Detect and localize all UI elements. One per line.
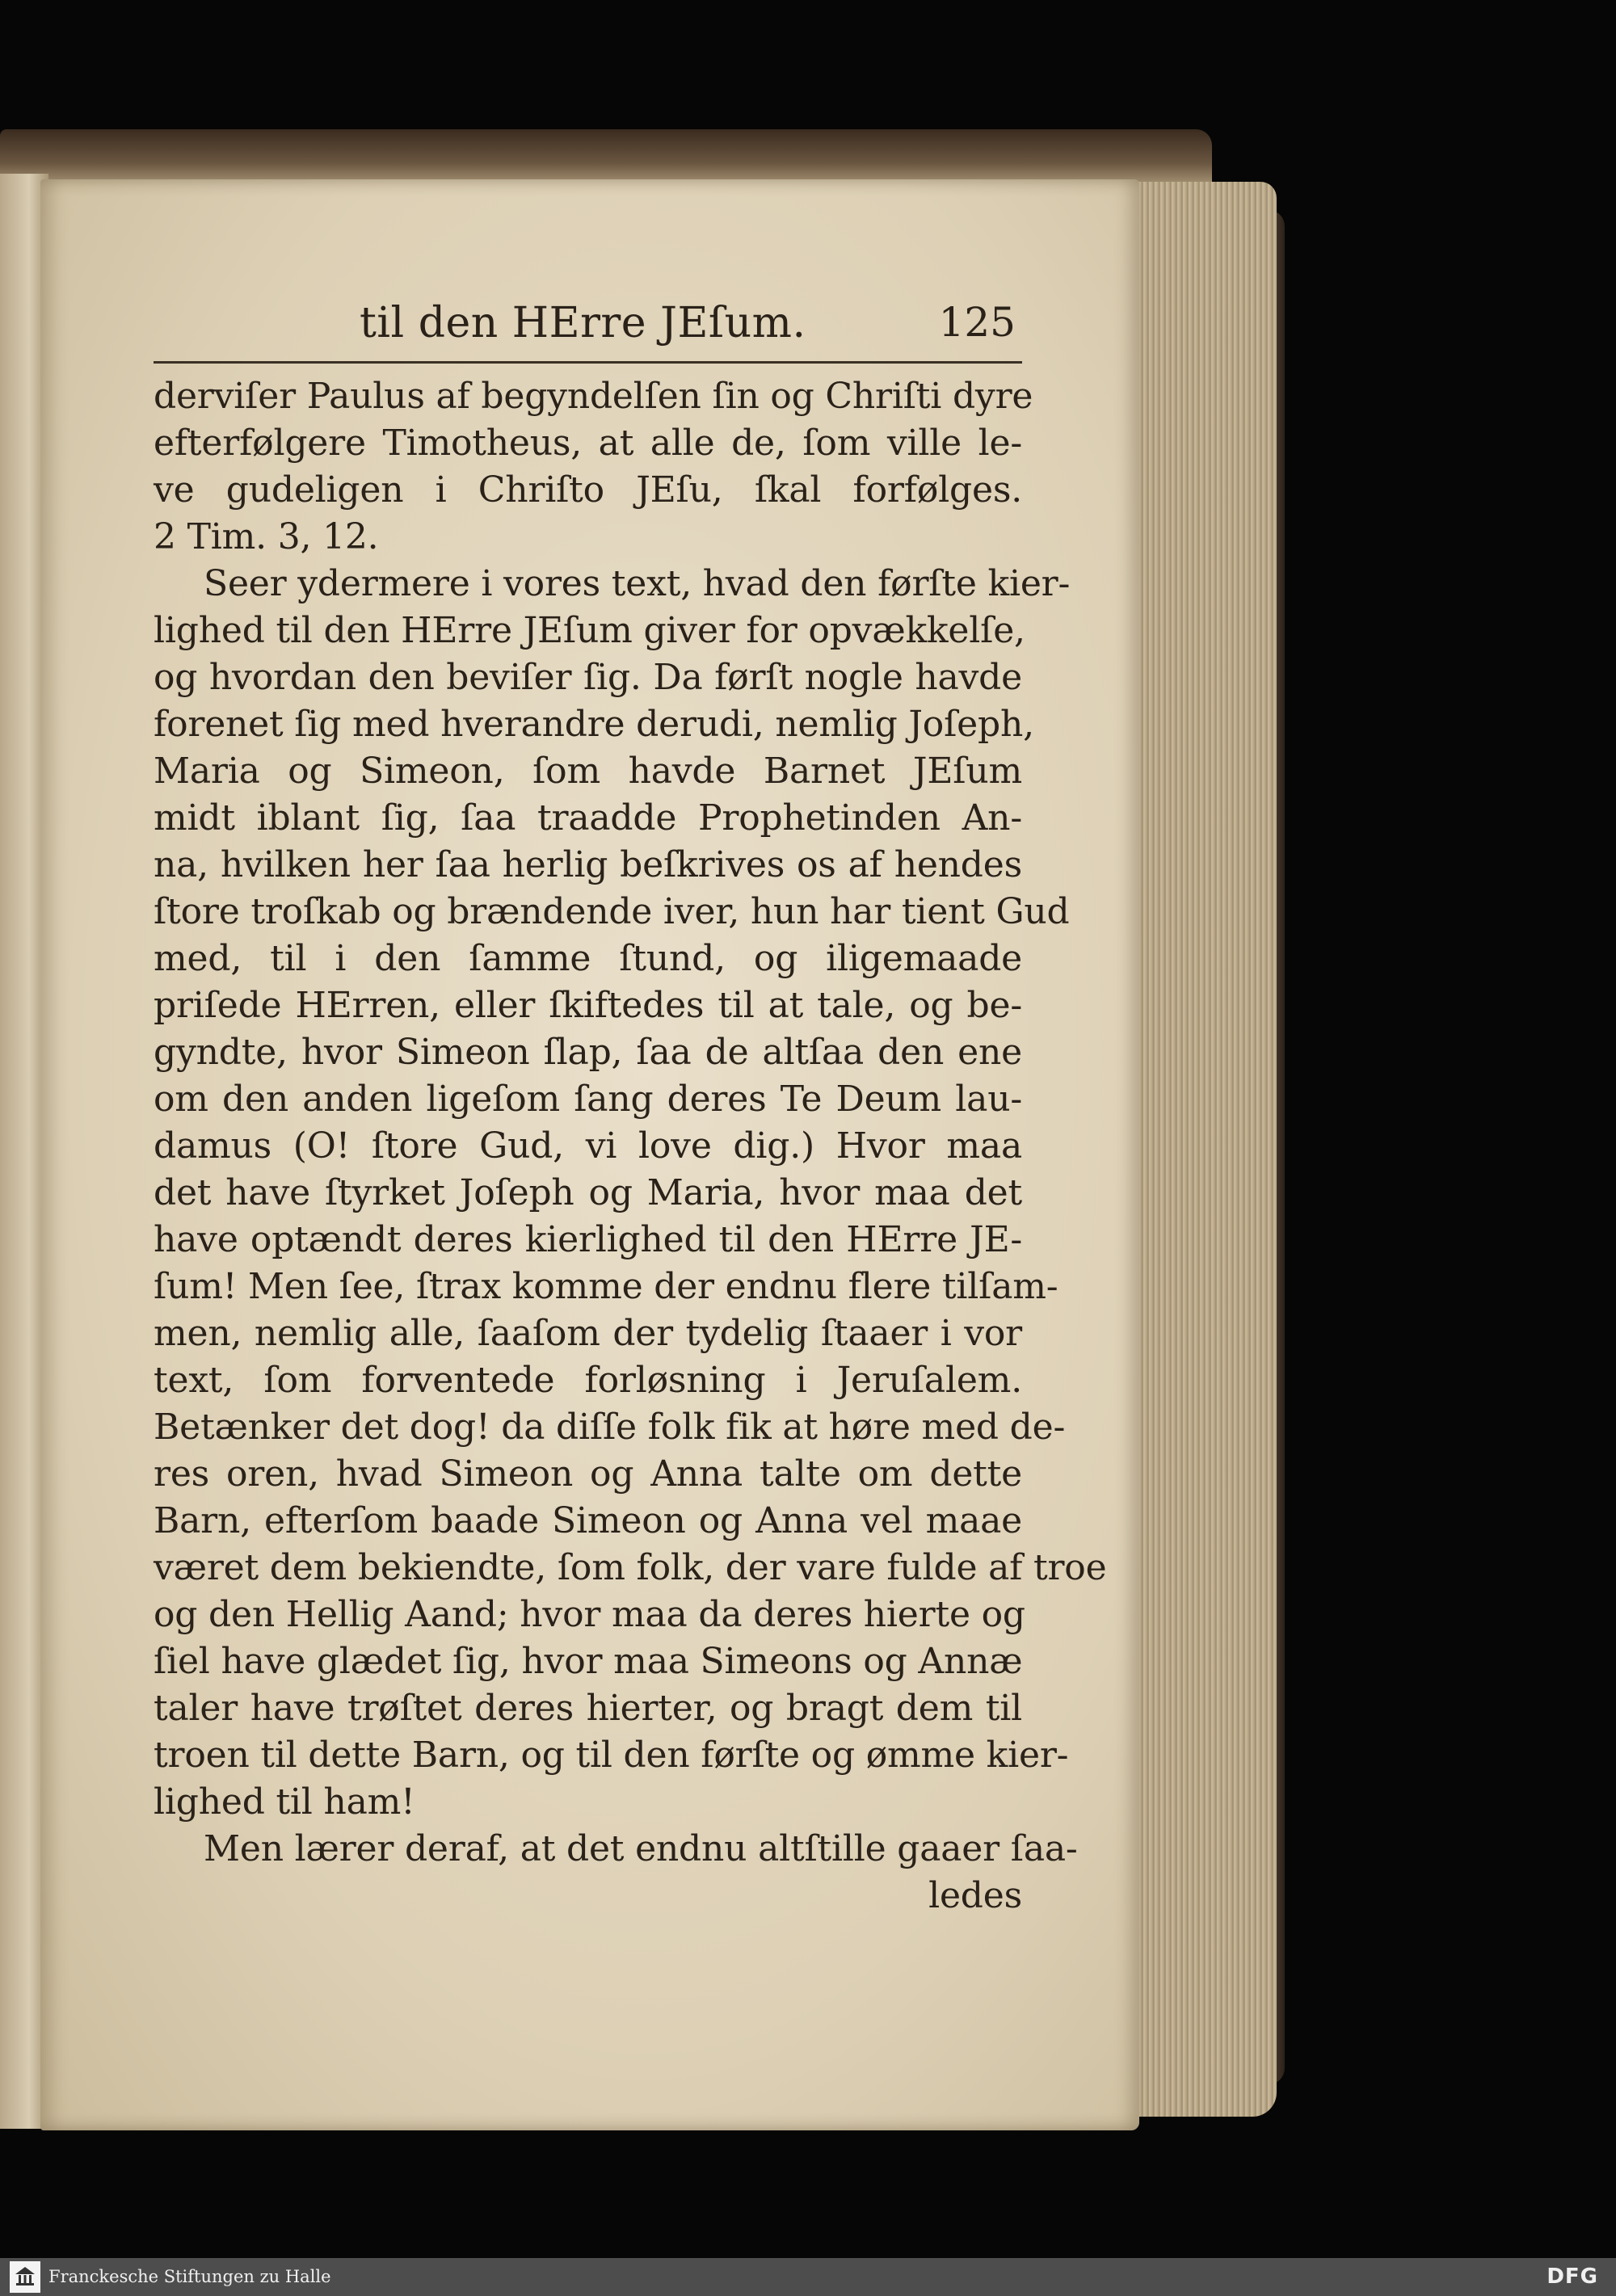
text-line: det have ſtyrket Joſeph og Maria, hvor maa det — [154, 1172, 1022, 1213]
text-line: midt iblant ſig, ſaa traadde Prophetinden An- — [154, 797, 1022, 839]
text-line: efterfølgere Timotheus, at alle de, ſom ville le- — [154, 423, 1022, 464]
running-head — [154, 292, 1022, 364]
text-line: 2 Tim. 3, 12. — [154, 516, 379, 557]
footer-institution: Franckesche Stiftungen zu Halle — [48, 2267, 331, 2286]
text-line: men, nemlig alle, ſaaſom der tydelig ſtaaer i vor — [154, 1313, 1022, 1354]
text-line: og den Hellig Aand; hvor maa da deres hierte og — [154, 1594, 1025, 1635]
dfg-mark: DFG — [1547, 2264, 1598, 2289]
text-line: damus (O! ſtore Gud, vi love dig.) Hvor maa — [154, 1125, 1022, 1167]
text-line: Maria og Simeon, ſom havde Barnet JEſum — [154, 751, 1022, 792]
text-line: priſede HErren, eller ſkiftedes til at tale, og be- — [154, 985, 1022, 1026]
text-line: lighed til ham! — [154, 1781, 415, 1823]
text-line: ve gudeligen i Chriſto JEſu, ſkal forfølges. — [154, 469, 1022, 511]
text-line: lighed til den HErre JEſum giver for opvækkelſe, — [154, 610, 1025, 651]
page-edges — [1127, 182, 1277, 2117]
body-text — [154, 373, 1107, 1920]
text-line: ſiel have glædet ſig, hvor maa Simeons og Annæ — [154, 1641, 1023, 1682]
catchword: ledes — [928, 1875, 1022, 1916]
text-line: taler have trøſtet deres hierter, og bragt dem til — [154, 1688, 1022, 1729]
text-line: været dem bekiendte, ſom folk, der vare fulde af troe — [154, 1547, 1107, 1588]
page-number: 125 — [938, 299, 1016, 346]
book-top-edge — [0, 129, 1212, 186]
text-line: have optændt deres kierlighed til den HErre JE- — [154, 1219, 1022, 1260]
text-line: text, ſom forventede forløsning i Jeruſalem. — [154, 1360, 1022, 1401]
text-line: gyndte, hvor Simeon ſlap, ſaa de altſaa den ene — [154, 1032, 1022, 1073]
text-line: forenet ſig med hverandre derudi, nemlig Joſeph, — [154, 704, 1034, 745]
text-line: Betænker det dog! da diſſe folk fik at høre med de- — [154, 1407, 1066, 1448]
book-page — [40, 179, 1139, 2130]
text-line: med, til i den ſamme ſtund, og iligemaade — [154, 938, 1022, 979]
text-line: troen til dette Barn, og til den førſte og ømme kier- — [154, 1735, 1069, 1776]
footer-bar — [0, 2258, 1616, 2296]
text-block — [154, 292, 1107, 1920]
text-line: Barn, efterſom baade Simeon og Anna vel maae — [154, 1500, 1022, 1541]
running-title: til den HErre JEſum. — [360, 299, 806, 347]
text-line: derviſer Paulus af begyndelſen ſin og Chriſti dyre — [154, 376, 1033, 417]
text-line: ſtore troſkab og brændende iver, hun har tient Gud — [154, 891, 1070, 932]
text-line: og hvordan den beviſer ſig. Da førſt nogle havde — [154, 657, 1022, 698]
text-line: Men lærer deraf, at det endnu altſtille gaaer ſaa- — [204, 1828, 1078, 1869]
text-line: ſum! Men ſee, ſtrax komme der endnu flere tilſam- — [154, 1266, 1058, 1307]
text-line: res oren, hvad Simeon og Anna talte om dette — [154, 1453, 1022, 1495]
text-line: om den anden ligeſom ſang deres Te Deum lau- — [154, 1079, 1022, 1120]
text-line: Seer ydermere i vores text, hvad den førſte kier- — [204, 563, 1071, 604]
text-line: na, hvilken her ſaa herlig beſkrives os af hendes — [154, 844, 1022, 885]
logo-glyph-icon — [14, 2265, 36, 2290]
franckesche-stiftungen-logo-icon — [10, 2261, 40, 2293]
